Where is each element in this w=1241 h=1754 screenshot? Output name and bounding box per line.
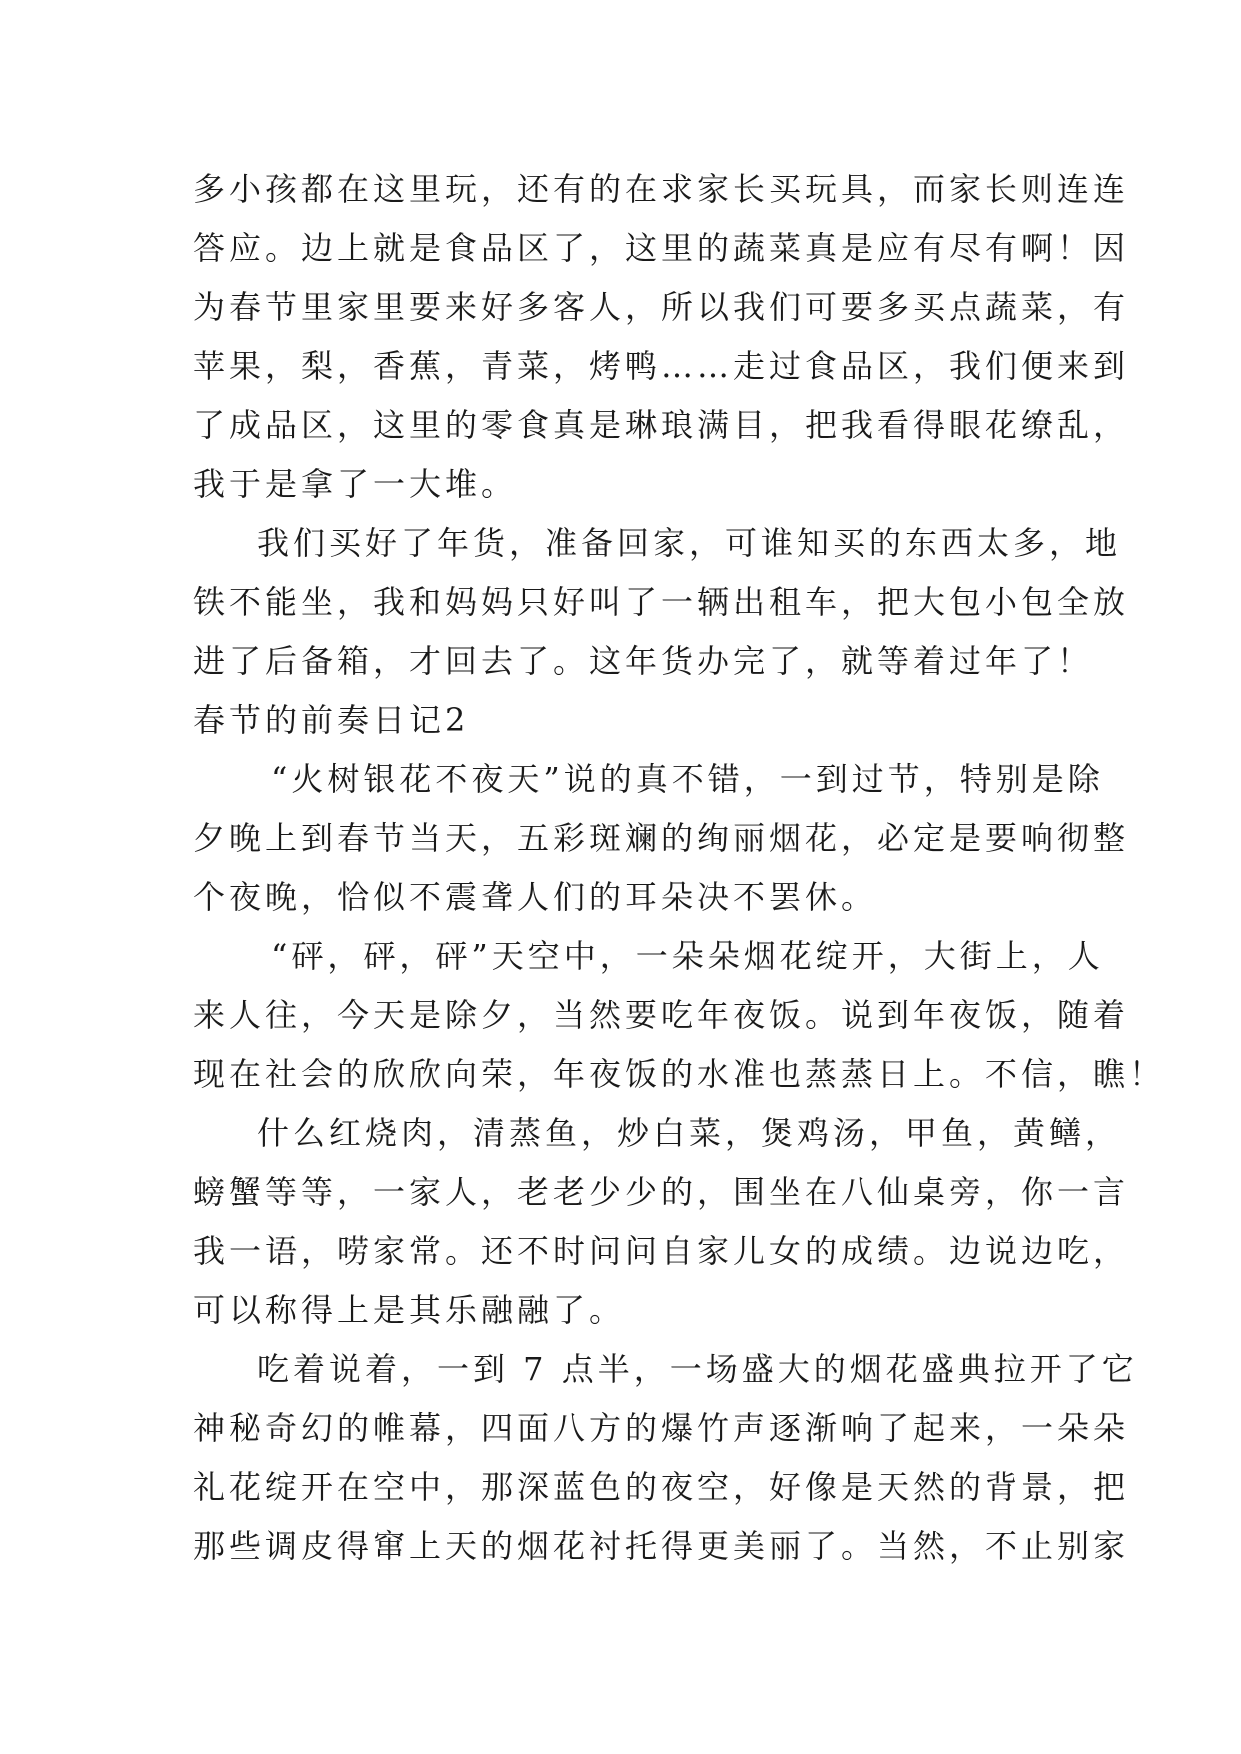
text-line: 可以称得上是其乐融融了。 — [193, 1291, 626, 1329]
section-title: 春节的前奏日记2 — [193, 701, 470, 739]
paragraph-first-line: 什么红烧肉，清蒸鱼，炒白菜，煲鸡汤，甲鱼，黄鳝， — [257, 1114, 1122, 1152]
text-line: 铁不能坐，我和妈妈只好叫了一辆出租车，把大包小包全放 — [193, 583, 1130, 621]
text-line: 为春节里家里要来好多客人，所以我们可要多买点蔬菜，有 — [193, 288, 1130, 326]
text-line: 螃蟹等等，一家人，老老少少的，围坐在八仙桌旁，你一言 — [193, 1173, 1130, 1211]
paragraph-first-line: 我们买好了年货，准备回家，可谁知买的东西太多，地 — [257, 524, 1122, 562]
text-line: 个夜晚，恰似不震聋人们的耳朵决不罢休。 — [193, 878, 878, 916]
text-line: 那些调皮得窜上天的烟花衬托得更美丽了。当然，不止别家 — [193, 1527, 1130, 1565]
document-body — [193, 160, 1166, 1576]
paragraph-first-line: 吃着说着，一到 7 点半，一场盛大的烟花盛典拉开了它 — [257, 1350, 1138, 1388]
text-line: 现在社会的欣欣向荣，年夜饭的水准也蒸蒸日上。不信，瞧！ — [193, 1055, 1166, 1093]
text-line: 多小孩都在这里玩，还有的在求家长买玩具，而家长则连连 — [193, 170, 1130, 208]
paragraph-first-line: “砰，砰，砰”天空中，一朵朵烟花绽开，大街上，人 — [271, 937, 1104, 975]
text-line: 礼花绽开在空中，那深蓝色的夜空，好像是天然的背景，把 — [193, 1468, 1130, 1506]
text-line: 我一语，唠家常。还不时问问自家儿女的成绩。边说边吃， — [193, 1232, 1130, 1270]
text-line: 来人往，今天是除夕，当然要吃年夜饭。说到年夜饭，随着 — [193, 996, 1130, 1034]
text-line: 了成品区，这里的零食真是琳琅满目，把我看得眼花缭乱， — [193, 406, 1130, 444]
paragraph-first-line: “火树银花不夜天”说的真不错，一到过节，特别是除 — [271, 760, 1104, 798]
text-line: 答应。边上就是食品区了，这里的蔬菜真是应有尽有啊！因 — [193, 229, 1130, 267]
text-line: 神秘奇幻的帷幕，四面八方的爆竹声逐渐响了起来，一朵朵 — [193, 1409, 1130, 1447]
text-line: 苹果，梨，香蕉，青菜，烤鸭……走过食品区，我们便来到 — [193, 347, 1130, 385]
text-line: 我于是拿了一大堆。 — [193, 465, 518, 503]
text-line: 夕晚上到春节当天，五彩斑斓的绚丽烟花，必定是要响彻整 — [193, 819, 1130, 857]
text-line: 进了后备箱，才回去了。这年货办完了，就等着过年了！ — [193, 642, 1094, 680]
